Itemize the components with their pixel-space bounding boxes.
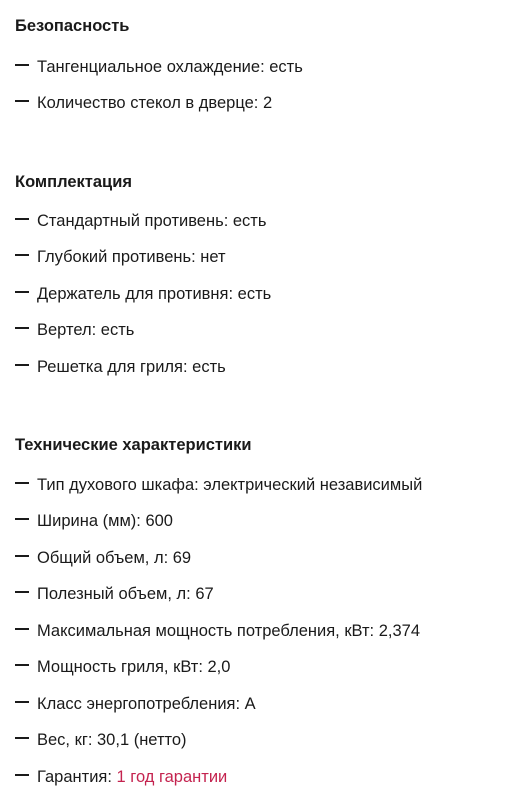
spec-item — [15, 474, 422, 496]
dash-bullet-icon — [15, 591, 29, 593]
dash-bullet-icon — [15, 774, 29, 776]
spec-item-warranty — [15, 766, 227, 788]
warranty-link[interactable]: 1 год гарантии — [116, 767, 228, 786]
spec-item — [15, 356, 226, 378]
spec-item-label: Полезный объем, л: 67 — [37, 584, 214, 603]
spec-item — [15, 620, 420, 642]
dash-bullet-icon — [15, 555, 29, 557]
spec-section-safety — [15, 16, 503, 112]
dash-bullet-icon — [15, 254, 29, 256]
spec-item-label: Гарантия: — [37, 767, 117, 786]
spec-item — [15, 92, 272, 114]
dash-bullet-icon — [15, 628, 29, 630]
spec-item — [15, 656, 230, 678]
spec-item-label: Решетка для гриля: есть — [37, 357, 226, 376]
spec-item-label: Ширина (мм): 600 — [37, 511, 173, 530]
dash-bullet-icon — [15, 737, 29, 739]
spec-item-label: Держатель для противня: есть — [37, 284, 272, 303]
dash-bullet-icon — [15, 701, 29, 703]
spec-item-label: Количество стекол в дверце: 2 — [37, 93, 273, 112]
dash-bullet-icon — [15, 327, 29, 329]
spec-item — [15, 583, 214, 605]
spec-item — [15, 246, 226, 268]
spec-item-label: Вес, кг: 30,1 (нетто) — [37, 730, 187, 749]
dash-bullet-icon — [15, 364, 29, 366]
spec-section-tech — [15, 435, 503, 786]
spec-item-label: Мощность гриля, кВт: 2,0 — [37, 657, 231, 676]
spec-item — [15, 547, 191, 569]
dash-bullet-icon — [15, 291, 29, 293]
spec-item — [15, 319, 134, 341]
spec-item-label: Вертел: есть — [37, 320, 135, 339]
section-title-equipment: Комплектация — [15, 173, 132, 191]
spec-item — [15, 56, 303, 78]
spec-item-label: Глубокий противень: нет — [37, 247, 226, 266]
spec-item-label: Максимальная мощность потребления, кВт: 2,374 — [37, 621, 421, 640]
dash-bullet-icon — [15, 64, 29, 66]
spec-item — [15, 729, 187, 751]
spec-item-label: Общий объем, л: 69 — [37, 548, 192, 567]
dash-bullet-icon — [15, 664, 29, 666]
dash-bullet-icon — [15, 218, 29, 220]
section-title-tech: Технические характеристики — [15, 436, 252, 454]
dash-bullet-icon — [15, 482, 29, 484]
spec-item — [15, 510, 173, 532]
spec-item — [15, 283, 271, 305]
spec-item-label: Стандартный противень: есть — [37, 211, 267, 230]
spec-item-label: Тангенциальное охлаждение: есть — [37, 57, 303, 76]
section-title-safety: Безопасность — [15, 17, 130, 35]
dash-bullet-icon — [15, 100, 29, 102]
dash-bullet-icon — [15, 518, 29, 520]
spec-item-label: Класс энергопотребления: A — [37, 694, 256, 713]
spec-item-label: Тип духового шкафа: электрический независимый — [37, 475, 423, 494]
spec-item — [15, 210, 266, 232]
spec-section-equipment — [15, 172, 503, 376]
spec-item — [15, 693, 256, 715]
